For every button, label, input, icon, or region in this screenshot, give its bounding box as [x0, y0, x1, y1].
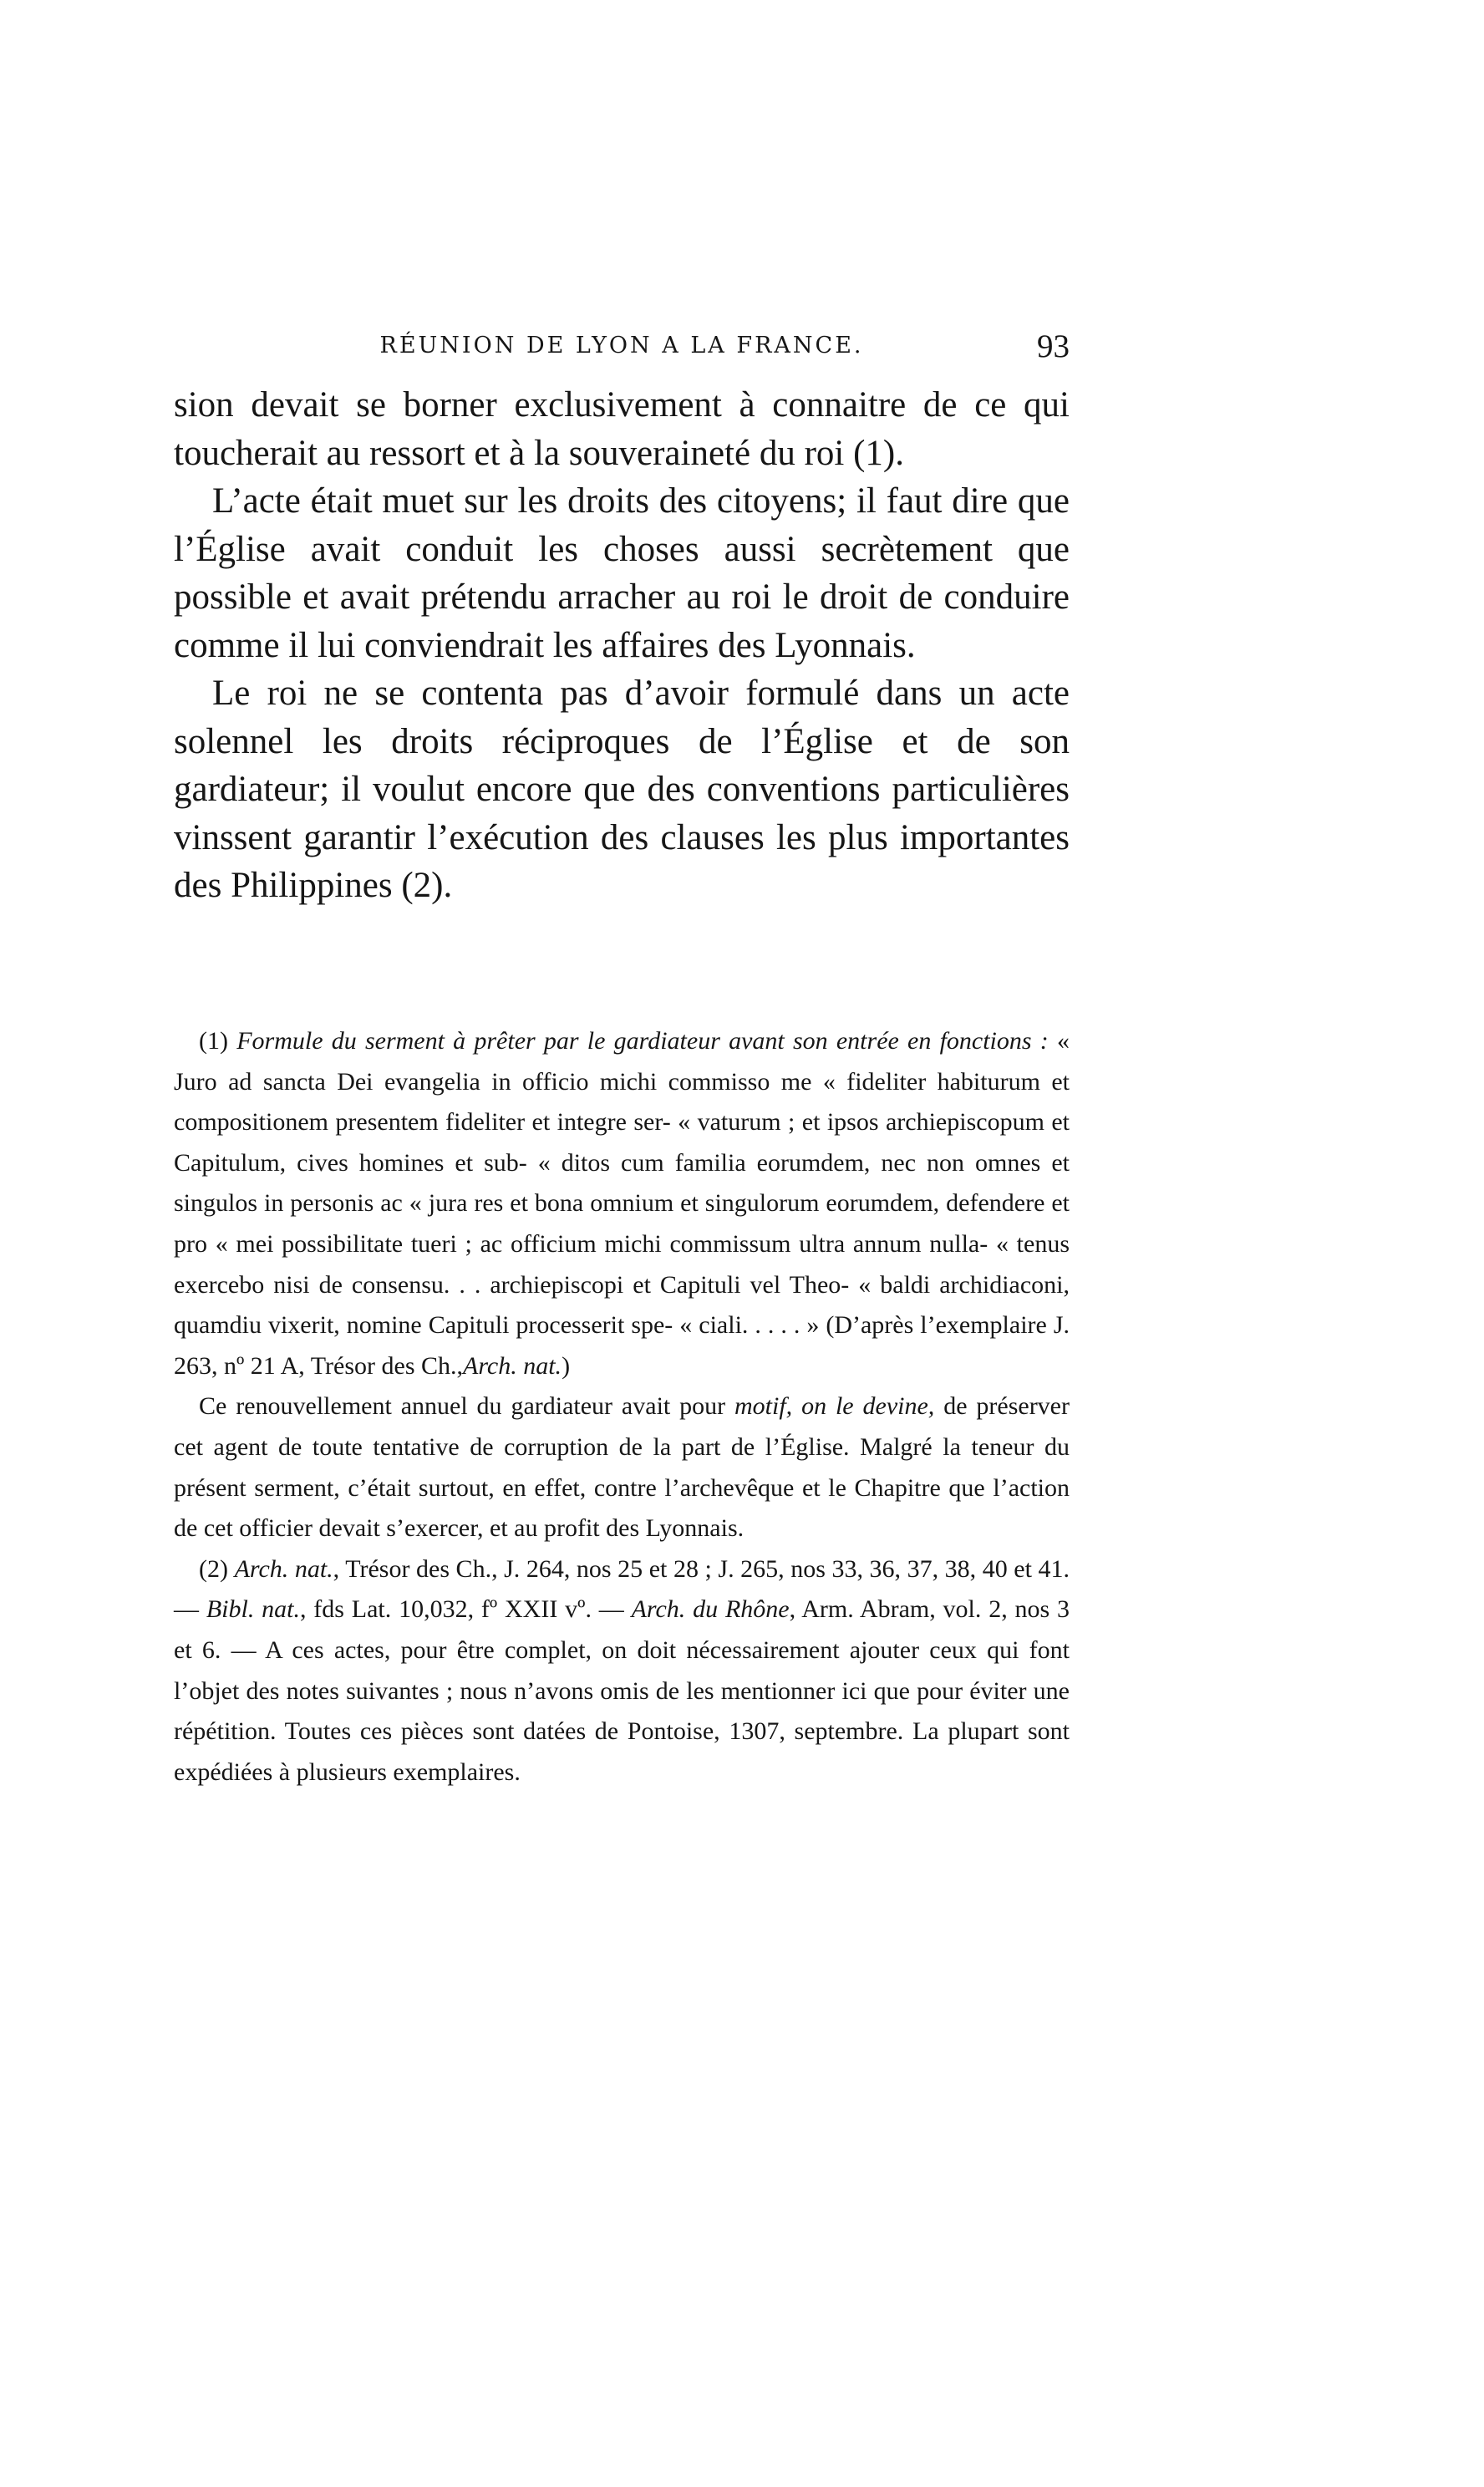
footnote-1-comment	[174, 1386, 1070, 1549]
footnote-2	[174, 1549, 1070, 1793]
paragraph-2: L’acte était muet sur les droits des citoyens; il faut dire que l’Église avait conduit les choses aussi secrètement que possible et avait prétendu arracher au roi le droit de conduire comme il lui conviendrait les affaires des Lyonnais.	[174, 481, 1070, 665]
footnote-1-source-archive: Arch. nat.	[463, 1351, 562, 1380]
paragraph-1: sion devait se borner exclusivement à connaitre de ce qui toucherait au ressort et à la souveraineté du roi (1).	[174, 385, 1070, 473]
footnote-2-marker: (2)	[199, 1554, 228, 1583]
footnote-1-comment-on: on le devine,	[801, 1392, 935, 1421]
footnote-1-source: (D’après l’exemplaire J. 263, nº 21 A, Trésor des Ch.,	[174, 1311, 1070, 1380]
paragraph-3: Le roi ne se contenta pas d’avoir formulé dans un acte solennel les droits réciproques de l’Église et de son gardiateur; il voulut encore que des conventions particulières vinssent garantir l’exécution des clauses les plus importantes des Philippines (2).	[174, 674, 1070, 905]
footnote-2-arch-rhone: Arch. du Rhône	[631, 1595, 790, 1624]
footnote-1	[174, 1021, 1070, 1386]
main-text	[174, 381, 1070, 910]
footnote-1-marker: (1)	[199, 1027, 228, 1055]
footnotes	[174, 1021, 1070, 1793]
running-title: RÉUNION DE LYON A LA FRANCE.	[379, 333, 864, 359]
footnote-1-comment-start: Ce renouvellement annuel du gardiateur avait pour	[199, 1392, 726, 1421]
footnote-1-comment-motif: motif,	[734, 1392, 793, 1421]
footnote-2-arch-nat: Arch. nat.	[234, 1554, 333, 1583]
page-number: 93	[1037, 328, 1070, 364]
footnote-1-title: Formule du serment à prêter par le gardiateur avant son entrée en fonctions :	[236, 1027, 1049, 1055]
footnote-2-text-b: , fds Lat. 10,032, fº XXII vº. —	[299, 1595, 624, 1624]
footnote-1-quote: « Juro ad sancta Dei evangelia in officio michi commisso me « fideliter habiturum et compositionem presentem fideliter et integre ser- « vaturum ; et ipsos archiepiscopum et Capitulum, cives homines et sub- « ditos cum familia eorumdem, nec non omnes et singulos in personis ac « jura res et bona omnium et singulorum eorumdem, defendere et pro « mei possibilitate tueri ; ac officium michi commissum ultra annum nulla- « tenus exercebo nisi de consensu. . . archiepiscopi et Capituli vel Theo- « baldi archidiaconi, quamdiu vixerit, nomine Capituli processerit spe- « ciali. . . . . »	[174, 1027, 1070, 1340]
footnote-2-text-c: , Arm. Abram, vol. 2, nos 3 et 6. — A ces actes, pour être complet, on doit nécessairement ajouter ceux qui font l’objet des notes suivantes ; nous n’avons omis de les mentionner ici que pour éviter une répétition. Toutes ces pièces sont datées de Pontoise, 1307, septembre. La plupart sont expédiées à plusieurs exemplaires.	[174, 1595, 1070, 1786]
footnote-2-bibl-nat: Bibl. nat.	[206, 1595, 300, 1624]
footnote-1-comment-end: de préserver cet agent de toute tentative de corruption de la part de l’Église. Malgré la teneur du présent serment, c’était surtout, en effet, contre l’archevêque et le Chapitre que l’action de cet officier devait s’exercer, et au profit des Lyonnais.	[174, 1392, 1070, 1543]
footnote-1-source-close: )	[562, 1351, 571, 1380]
footnote-2-text-a: , Trésor des Ch., J. 264, nos 25 et 28 ; J. 265, nos 33, 36, 37, 38, 40 et 41. —	[174, 1554, 1070, 1624]
page-header	[174, 328, 1070, 369]
